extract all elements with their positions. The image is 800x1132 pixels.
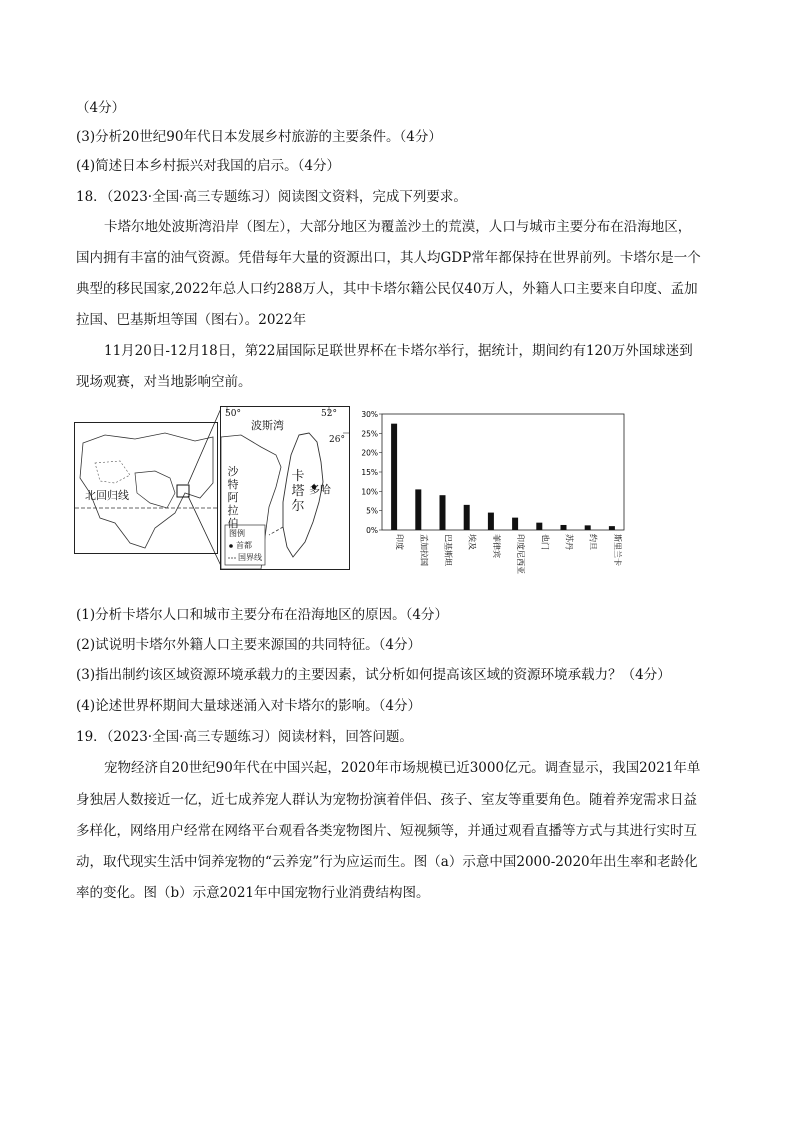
y-tick-label: 0% (366, 526, 378, 535)
paragraph-line: 11月20日-12月18日，第22届国际足联世界杯在卡塔尔举行，据统计，期间约有120万外国球迷到 (104, 343, 693, 359)
bar (536, 523, 542, 530)
x-tick-label: 埃及 (467, 534, 477, 550)
y-tick-label: 15% (361, 468, 378, 477)
legend-title: 图例 (229, 529, 245, 538)
bar (415, 489, 421, 530)
x-tick-label: 印度 (395, 534, 405, 550)
bar (440, 495, 446, 530)
tropic-of-cancer-label: 北回归线 (85, 489, 129, 502)
question-line: (1)分析卡塔尔人口和城市主要分布在沿海地区的原因。（4分） (76, 607, 448, 623)
figure-map-and-chart (74, 404, 634, 574)
paragraph-line: 率的变化。图（b）示意2021年中国宠物行业消费结构图。 (76, 885, 430, 901)
legend-border: 国界线 (238, 553, 262, 562)
paragraph-line: 多样化，网络用户经常在网络平台观看各类宠物图片、短视频等，并通过观看直播等方式与其进行实时互 (76, 823, 697, 839)
longitude-label-52: 52° (321, 409, 337, 419)
paragraph-line: 宠物经济自20世纪90年代在中国兴起，2020年市场规模已近3000亿元。调查显示，我国2021年单 (104, 760, 701, 776)
y-tick-label: 25% (361, 429, 378, 439)
paragraph-line: 动，取代现实生活中饲养宠物的“云养宠”行为应运而生。图（a）示意中国2000-2020年出生率和老龄化 (76, 854, 698, 870)
x-tick-label: 斯里兰卡 (612, 534, 622, 566)
question-line: (4)简述日本乡村振兴对我国的启示。（4分） (76, 158, 340, 174)
bar (609, 526, 615, 530)
bar (585, 525, 591, 530)
saudi-arabia-label: 沙特阿拉伯 (227, 465, 239, 530)
qatar-detail-map (220, 406, 350, 570)
x-tick-label: 苏丹 (564, 534, 574, 550)
x-tick-label: 巴基斯坦 (443, 534, 453, 566)
paragraph-line: 典型的移民国家,2022年总人口约288万人，其中卡塔尔籍公民仅40万人，外籍人口主要来自印度、孟加 (76, 281, 698, 297)
paragraph-line: 国内拥有丰富的油气资源。凭借每年大量的资源出口，其人均GDP常年都保持在世界前列。卡塔尔是一个 (76, 250, 701, 266)
doha-label: 多哈 (309, 483, 331, 496)
y-tick-label: 10% (361, 487, 378, 497)
question-line: (3)分析20世纪90年代日本发展乡村旅游的主要条件。（4分） (76, 129, 442, 145)
question-line: (3)指出制约该区域资源环境承载力的主要因素，试分析如何提高该区域的资源环境承载力？（4分） (76, 667, 671, 683)
paragraph-line: 身独居人数接近一亿，近七成养宠人群认为宠物扮演着伴侣、孩子、室友等重要角色。随着养宠需求日益 (76, 792, 697, 808)
population-source-bar-chart (352, 404, 632, 574)
paragraph-line: 现场观赛，对当地影响空前。 (76, 374, 252, 390)
x-tick-label: 也门 (540, 534, 550, 550)
paragraph-line: 卡塔尔地处波斯湾沿岸（图左），大部分地区为覆盖沙土的荒漠，人口与城市主要分布在沿海地区， (104, 219, 692, 235)
qatar-label: 卡塔尔 (291, 469, 305, 514)
x-tick-label: 约旦 (588, 534, 598, 550)
bar (391, 424, 397, 530)
legend-capital: 首都 (236, 541, 252, 550)
bar (512, 518, 518, 530)
text-line: （4分） (76, 100, 126, 116)
latitude-label-26: 26° (329, 435, 345, 445)
x-tick-label: 菲律宾 (491, 534, 501, 558)
bar (561, 525, 567, 530)
bar (488, 513, 494, 530)
question-heading-19: 19．（2023·全国·高三专题练习）阅读材料，回答问题。 (76, 729, 413, 745)
bar (464, 505, 470, 530)
question-line: (4)论述世界杯期间大量球迷涌入对卡塔尔的影响。（4分） (76, 698, 421, 714)
zoom-connector (74, 404, 224, 574)
question-heading-18: 18．（2023·全国·高三专题练习）阅读图文资料，完成下列要求。 (76, 189, 467, 205)
longitude-label-50: 50° (225, 409, 241, 419)
y-tick-label: 20% (361, 448, 378, 458)
x-tick-label: 孟加拉国 (419, 534, 429, 566)
y-tick-label: 30% (361, 410, 378, 419)
paragraph-line: 拉国、巴基斯坦等国（图右）。2022年 (76, 312, 307, 328)
question-line: (2)试说明卡塔尔外籍人口主要来源国的共同特征。（4分） (76, 637, 421, 653)
y-tick-label: 5% (366, 506, 378, 516)
persian-gulf-label: 波斯湾 (251, 419, 284, 432)
x-tick-label: 印度尼西亚 (516, 534, 526, 574)
